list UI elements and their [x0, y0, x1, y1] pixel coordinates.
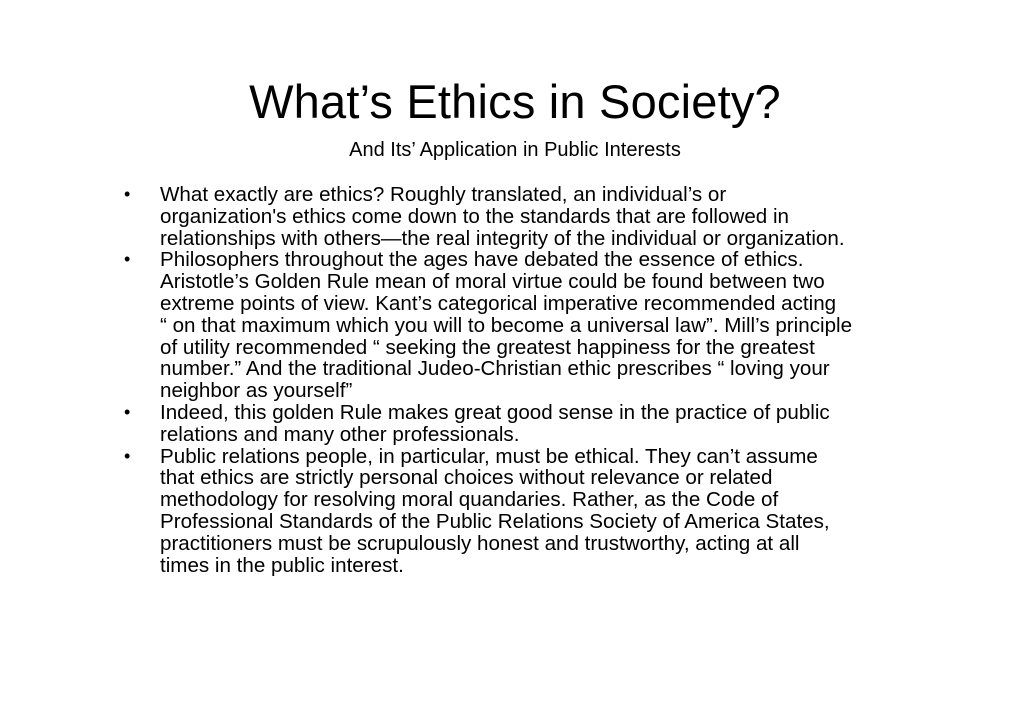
bullet-text-line: neighbor as yourself”	[160, 379, 353, 403]
bullet-item-public-relations	[122, 446, 922, 577]
bullet-list	[122, 184, 922, 576]
bullet-text-line: methodology for resolving moral quandaries. Rather, as the Code of	[160, 488, 779, 512]
bullet-text-line: Aristotle’s Golden Rule mean of moral virtue could be found between two	[160, 270, 825, 294]
bullet-marker: •	[124, 184, 131, 204]
bullet-text-line: “ on that maximum which you will to become a universal law”. Mill’s principle	[160, 313, 853, 337]
bullet-text-line: Professional Standards of the Public Relations Society of America States,	[160, 509, 830, 533]
bullet-item-definition	[122, 184, 922, 249]
bullet-text-line: number.” And the traditional Judeo-Christian ethic prescribes “ loving your	[160, 357, 830, 381]
bullet-text-line: Philosophers throughout the ages have debated the essence of ethics.	[160, 248, 804, 272]
bullet-marker: •	[124, 401, 131, 422]
bullet-text-line: organization's ethics come down to the standards that are followed in	[160, 204, 789, 228]
bullet-item-golden-rule	[122, 402, 922, 446]
slide-title: What’s Ethics in Society?	[249, 75, 781, 128]
bullet-text-line: times in the public interest.	[160, 553, 404, 577]
bullet-text-line: practitioners must be scrupulously honest and trustworthy, acting at all	[160, 531, 800, 555]
bullet-text-line: of utility recommended “ seeking the greatest happiness for the greatest	[160, 335, 815, 359]
bullet-marker: •	[124, 249, 131, 270]
bullet-text-line: What exactly are ethics? Roughly translated, an individual’s or	[160, 183, 727, 206]
bullet-text-line: relations and many other professionals.	[160, 422, 520, 446]
bullet-text-line: Indeed, this golden Rule makes great good sense in the practice of public	[160, 400, 830, 424]
bullet-text-line: that ethics are strictly personal choices without relevance or related	[160, 466, 773, 490]
bullet-marker: •	[124, 445, 131, 466]
bullet-text-line: Public relations people, in particular, must be ethical. They can’t assume	[160, 444, 818, 468]
bullet-text-line: relationships with others—the real integrity of the individual or organization.	[160, 226, 845, 250]
slide-subtitle: And Its’ Application in Public Interests	[349, 139, 681, 161]
bullet-item-philosophers	[122, 249, 922, 402]
bullet-text-line: extreme points of view. Kant’s categorical imperative recommended acting	[160, 291, 837, 315]
